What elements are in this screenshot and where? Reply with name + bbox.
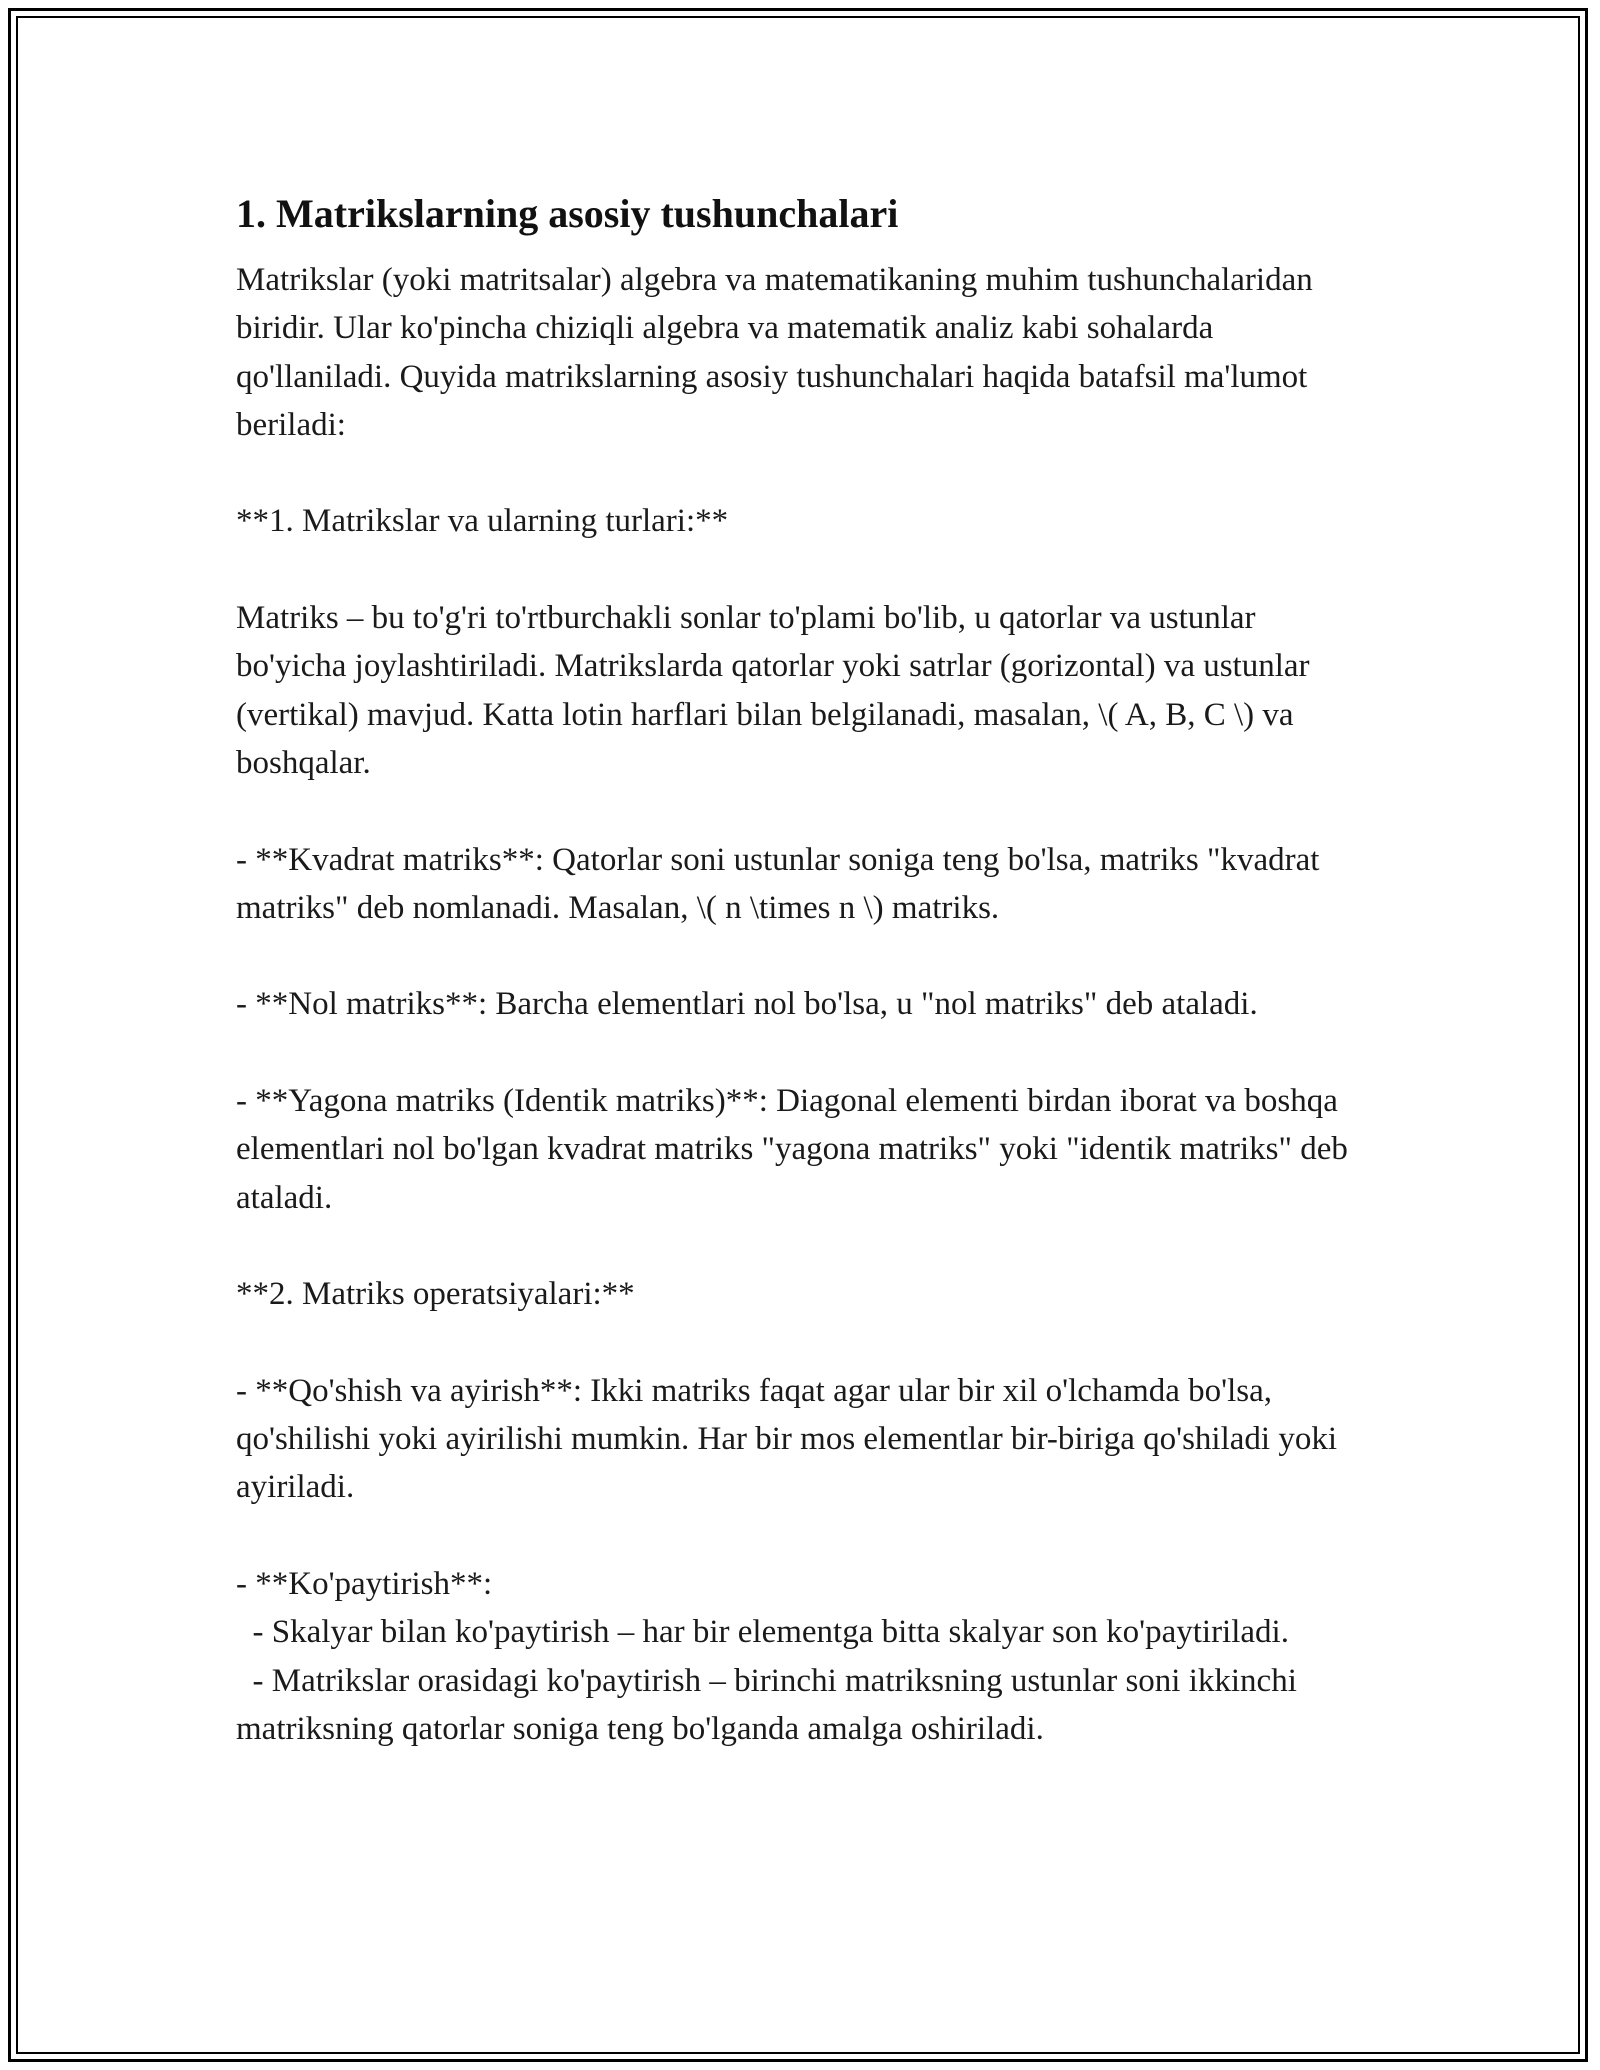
list-item-yagona-matriks: - **Yagona matriks (Identik matriks)**: Diagonal elementi birdan iborat va boshqa elementlari nol bo'lgan kvadrat matriks "yagona matriks" yoki "identik matriks" deb ataladi. (236, 1083, 1357, 1216)
list-item-kopaytirish: - **Ko'paytirish**: - Skalyar bilan ko'paytirish – har bir elementga bitta skalyar son ko'paytiriladi. - Matrikslar orasidagi ko'paytirish – birinchi matriksning ustunlar soni ikkinchi matriksning qatorlar soniga teng bo'lganda amalga oshiriladi. (236, 1566, 1297, 1747)
section-heading: 1. Matrikslarning asosiy tushunchalari (236, 191, 899, 236)
list-item-nol-matriks: - **Nol matriks**: Barcha elementlari nol bo'lsa, u "nol matriks" deb ataladi. (236, 986, 1258, 1023)
intro-paragraph: Matrikslar (yoki matritsalar) algebra va matematikaning muhim tushunchalaridan biridir. Ular ko'pincha chiziqli algebra va matematik analiz kabi sohalarda qo'llaniladi. Quyida matrikslarning asosiy tushunchalari haqida batafsil ma'lumot beriladi: (236, 262, 1321, 443)
section1-title: **1. Matrikslar va ularning turlari:** (236, 503, 729, 540)
document-body (236, 186, 1366, 1753)
section2-title: **2. Matriks operatsiyalari:** (236, 1276, 635, 1313)
list-item-qoshish-ayirish: - **Qo'shish va ayirish**: Ikki matriks faqat agar ular bir xil o'lchamda bo'lsa, qo'shilishi yoki ayirilishi mumkin. Har bir mos elementlar bir-biriga qo'shiladi yoki ayiriladi. (236, 1372, 1346, 1506)
list-item-kvadrat-matriks: - **Kvadrat matriks**: Qatorlar soni ustunlar soniga teng bo'lsa, matriks "kvadrat matriks" deb nomlanadi. Masalan, \( n \times n \) matriks. (236, 841, 1328, 926)
section1-paragraph: Matriks – bu to'g'ri to'rtburchakli sonlar to'plami bo'lib, u qatorlar va ustunlar bo'yicha joylashtiriladi. Matrikslarda qatorlar yoki satrlar (gorizontal) va ustunlar (vertikal) mavjud. Katta lotin harflari bilan belgilanadi, masalan, \( A, B, C \) va boshqalar. (236, 600, 1318, 781)
